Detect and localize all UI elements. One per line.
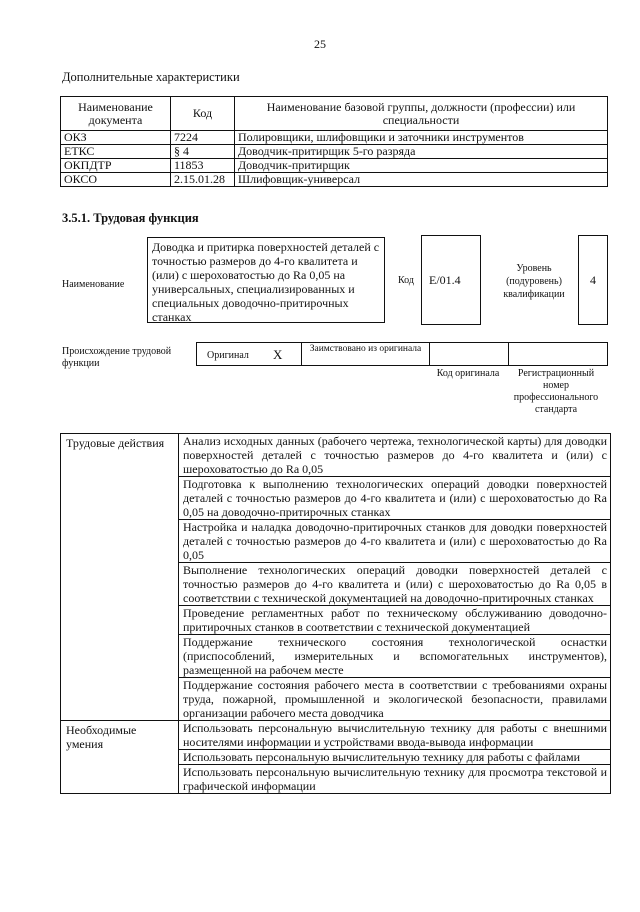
table-cell: ОКЗ <box>61 131 171 145</box>
table-cell: 2.15.01.28 <box>171 173 235 187</box>
table-cell: ОКПДТР <box>61 159 171 173</box>
table-cell: ОКСО <box>61 173 171 187</box>
list-item: Настройка и наладка доводочно-притирочных станков для доводки поверхностей деталей с точностью размеров до 4-го квалитета и (или) с шероховатостью до Ra 0,05 <box>179 520 611 563</box>
table-cell: § 4 <box>171 145 235 159</box>
name-label: Наименование <box>62 279 125 290</box>
qualification-level-box <box>578 235 608 325</box>
code-label: Код <box>398 275 414 286</box>
list-item: Использовать персональную вычислительную технику для просмотра текстовой и графической информации <box>179 765 611 794</box>
table-cell: Полировщики, шлифовщики и заточники инструментов <box>235 131 608 145</box>
column-header: Наименование базовой группы, должности (профессии) или специальности <box>235 97 608 131</box>
registration-number-cell <box>508 342 608 366</box>
category-cell: Трудовые действия <box>61 434 179 721</box>
qualification-level-label: Уровень (подуровень) квалификации <box>503 263 565 300</box>
list-item: Выполнение технологических операций доводки поверхностей деталей с точностью размеров до 4-го квалитета и (или) с шероховатостью до Ra 0,05 в соответствии с технической документацией на доводочно-притирочных станках <box>179 563 611 606</box>
table-row <box>61 173 608 187</box>
original-cell <box>196 342 302 366</box>
table-cell: Доводчик-притирщик 5-го разряда <box>235 145 608 159</box>
table-row <box>61 721 611 750</box>
borrowed-cell: Заимствовано из оригинала <box>301 342 430 366</box>
original-mark: X <box>273 347 283 362</box>
list-item: Использовать персональную вычислительную технику для работы с внешними носителями информации и устройствами ввода-вывода информации <box>179 721 611 750</box>
origin-label: Происхождение трудовой функции <box>62 346 172 369</box>
list-item: Поддержание технического состояния технологической оснастки (приспособлений, измерительных и вспомогательных инструментов), размещенной на рабочем месте <box>179 635 611 678</box>
original-label: Оригинал <box>207 350 249 361</box>
table-cell: 11853 <box>171 159 235 173</box>
code-value: E/01.4 <box>429 273 461 287</box>
column-header: Код <box>171 97 235 131</box>
list-item: Использовать персональную вычислительную технику для работы с файлами <box>179 750 611 765</box>
list-item: Подготовка к выполнению технологических операций доводки поверхностей деталей с точностью размеров до 4-го квалитета и (или) с шероховатостью до Ra 0,05 на доводочно-притирочных станках <box>179 477 611 520</box>
column-header: Наименование документа <box>61 97 171 131</box>
table-row <box>61 434 611 477</box>
origin-code-cell <box>429 342 509 366</box>
registration-number-label: Регистрационный номер профессионального стандарта <box>513 368 599 415</box>
code-box <box>421 235 481 325</box>
table-row <box>61 159 608 173</box>
qualification-level-value: 4 <box>590 273 596 287</box>
additional-characteristics-table <box>60 96 608 187</box>
labor-function-heading: 3.5.1. Трудовая функция <box>62 211 199 225</box>
function-name-box: Доводка и притирка поверхностей деталей с точностью размеров до 4-го квалитета и (или) с шероховатостью до Ra 0,05 на универсальных, специализированных и специальных доводочно-притирочных станках <box>147 237 385 323</box>
list-item: Поддержание состояния рабочего места в соответствии с требованиями охраны труда, пожарной, промышленной и экологической безопасности, правилами организации рабочего места доводчика <box>179 678 611 721</box>
table-cell: Шлифовщик-универсал <box>235 173 608 187</box>
table-header-row <box>61 97 608 131</box>
list-item: Проведение регламентных работ по техническому обслуживанию доводочно-притирочных станков в соответствии с технической документацией <box>179 606 611 635</box>
table-cell: ЕТКС <box>61 145 171 159</box>
table-cell: 7224 <box>171 131 235 145</box>
table-row <box>61 131 608 145</box>
table-row <box>61 145 608 159</box>
page-number: 25 <box>314 37 326 51</box>
section-title: Дополнительные характеристики <box>62 70 240 84</box>
category-cell: Необходимые умения <box>61 721 179 794</box>
table-cell: Доводчик-притирщик <box>235 159 608 173</box>
list-item: Анализ исходных данных (рабочего чертежа, технологической карты) для доводки поверхностей деталей с точностью размеров до 4-го квалитета и (или) с шероховатостью до Ra 0,05 <box>179 434 611 477</box>
labor-actions-table <box>60 433 611 794</box>
origin-code-label: Код оригинала <box>436 368 500 379</box>
